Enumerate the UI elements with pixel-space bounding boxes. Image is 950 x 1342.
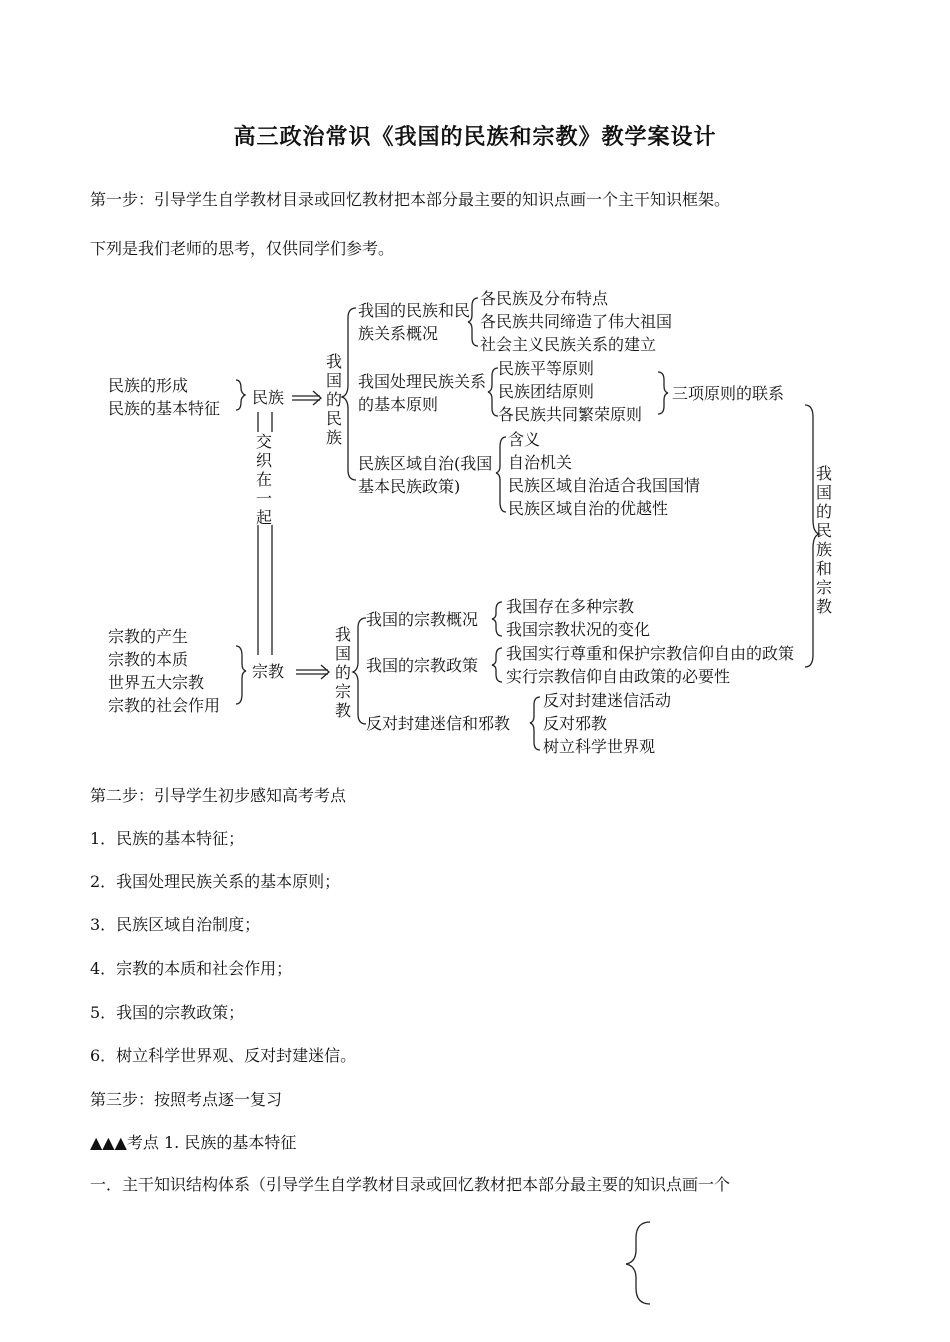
ethnic-principles-items	[498, 357, 642, 426]
left-religion-item: 宗教的本质	[108, 650, 189, 669]
reference-note: 下列是我们老师的思考，仅供同学们参考。	[90, 239, 395, 258]
religion-branch-overview: 我国的宗教概况	[366, 610, 479, 629]
exam-point-item: 1．民族的基本特征；	[90, 829, 245, 848]
ethnic-basics	[108, 374, 220, 420]
religion-overview-items	[506, 595, 650, 641]
left-ethnic-item: 民族的形成	[108, 376, 189, 395]
religion-branch-superstition: 反对封建迷信和邪教	[366, 714, 511, 733]
china-ethnic-node: 我国的民族	[325, 352, 342, 447]
list-item: 自治机关	[508, 453, 573, 472]
ethnic-branch-overview: 我国的民族和民族关系概况	[358, 301, 471, 343]
ethnic-religion-summary: 我国的民族和宗教	[815, 464, 832, 616]
exam-point-item: 6．树立科学世界观、反对封建迷信。	[90, 1046, 357, 1065]
ethnic-overview-items	[480, 287, 672, 356]
interwoven-label: 交织在一起	[255, 432, 272, 527]
left-religion-item: 宗教的社会作用	[108, 696, 221, 715]
religion-superstition-items	[543, 689, 671, 758]
step2-heading: 第二步：引导学生初步感知高考考点	[90, 786, 347, 805]
list-item: 民族区域自治适合我国国情	[508, 476, 701, 495]
list-item: 我国实行尊重和保护宗教信仰自由的政策	[506, 644, 795, 663]
list-item: 实行宗教信仰自由政策的必要性	[506, 667, 731, 686]
list-item: 民族团结原则	[498, 382, 595, 401]
list-item: 社会主义民族关系的建立	[480, 335, 657, 354]
list-item: 各民族及分布特点	[480, 289, 609, 308]
ethnic-branch-autonomy: 民族区域自治(我国基本民族政策)	[358, 454, 493, 496]
list-item: 树立科学世界观	[543, 737, 656, 756]
principles-link-label: 三项原则的联系	[672, 384, 785, 403]
left-religion-item: 世界五大宗教	[108, 673, 205, 692]
religion-branch-policy: 我国的宗教政策	[366, 656, 479, 675]
list-item: 各民族共同缔造了伟大祖国	[480, 312, 673, 331]
religion-node: 宗教	[252, 662, 285, 681]
step1-text: 第一步：引导学生自学教材目录或回忆教材把本部分最主要的知识点画一个主干知识框架。	[90, 190, 731, 209]
list-item: 反对邪教	[543, 714, 608, 733]
list-item: 含义	[508, 430, 541, 449]
left-religion-item: 宗教的产生	[108, 627, 189, 646]
list-item: 民族平等原则	[498, 359, 595, 378]
religion-policy-items	[506, 642, 794, 688]
list-item: 反对封建迷信活动	[543, 691, 672, 710]
exam-point-item: 3．民族区域自治制度；	[90, 915, 261, 934]
step3-heading: 第三步：按照考点逐一复习	[90, 1090, 283, 1109]
list-item: 我国宗教状况的变化	[506, 620, 651, 639]
china-religion-node: 我国的宗教	[334, 625, 351, 720]
ethnic-branch-principles: 我国处理民族关系的基本原则	[358, 372, 487, 414]
exam-point-item: 5．我国的宗教政策；	[90, 1003, 245, 1022]
exam-point-item: 4．宗教的本质和社会作用；	[90, 959, 293, 978]
left-ethnic-item: 民族的基本特征	[108, 399, 221, 418]
ethnic-node: 民族	[252, 388, 285, 407]
exam-point-item: 2．我国处理民族关系的基本原则；	[90, 872, 341, 891]
ethnic-autonomy-items	[508, 428, 700, 520]
list-item: 各民族共同繁荣原则	[498, 405, 643, 424]
religion-basics	[108, 625, 220, 717]
list-item: 我国存在多种宗教	[506, 597, 635, 616]
exam-point-1-heading: ▲▲▲考点 1. 民族的基本特征	[90, 1133, 297, 1152]
list-item: 民族区域自治的优越性	[508, 499, 669, 518]
section-1-text: 一．主干知识结构体系（引导学生自学教材目录或回忆教材把本部分最主要的知识点画一个	[90, 1175, 731, 1194]
page-title: 高三政治常识《我国的民族和宗教》教学案设计	[233, 124, 717, 150]
